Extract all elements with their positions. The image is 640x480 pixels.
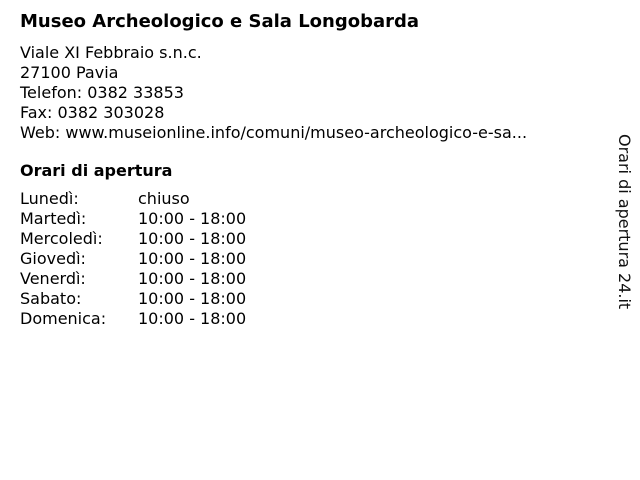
venue-contact-block [20, 43, 600, 143]
time-value: 10:00 - 18:00 [138, 229, 247, 248]
opening-hours-table [20, 189, 600, 329]
time-value: 10:00 - 18:00 [138, 249, 247, 268]
day-label: Mercoledì: [20, 229, 103, 248]
day-label: Lunedì: [20, 189, 79, 208]
hours-row-tuesday [20, 209, 600, 229]
hours-row-saturday [20, 289, 600, 309]
time-value: 10:00 - 18:00 [138, 309, 247, 328]
day-label: Sabato: [20, 289, 82, 308]
hours-row-thursday [20, 249, 600, 269]
day-label: Martedì: [20, 209, 87, 228]
web-line: Web: www.museionline.info/comuni/museo-archeologico-e-sa... [20, 123, 528, 142]
time-value: 10:00 - 18:00 [138, 289, 247, 308]
time-value: chiuso [138, 189, 190, 208]
address-line-2: 27100 Pavia [20, 63, 119, 82]
hours-row-wednesday [20, 229, 600, 249]
fax-line: Fax: 0382 303028 [20, 103, 165, 122]
day-label: Venerdì: [20, 269, 86, 288]
address-line-1: Viale XI Febbraio s.n.c. [20, 43, 202, 62]
hours-row-friday [20, 269, 600, 289]
day-label: Domenica: [20, 309, 107, 328]
venue-title: Museo Archeologico e Sala Longobarda [20, 11, 420, 32]
time-value: 10:00 - 18:00 [138, 209, 247, 228]
time-value: 10:00 - 18:00 [138, 269, 247, 288]
hours-row-monday [20, 189, 600, 209]
day-label: Giovedì: [20, 249, 86, 268]
brand-side-text: Orari di apertura 24.it [615, 134, 634, 310]
hours-row-sunday [20, 309, 600, 329]
phone-line: Telefon: 0382 33853 [20, 83, 184, 102]
venue-card [20, 10, 600, 329]
opening-hours-title: Orari di apertura [20, 161, 173, 180]
